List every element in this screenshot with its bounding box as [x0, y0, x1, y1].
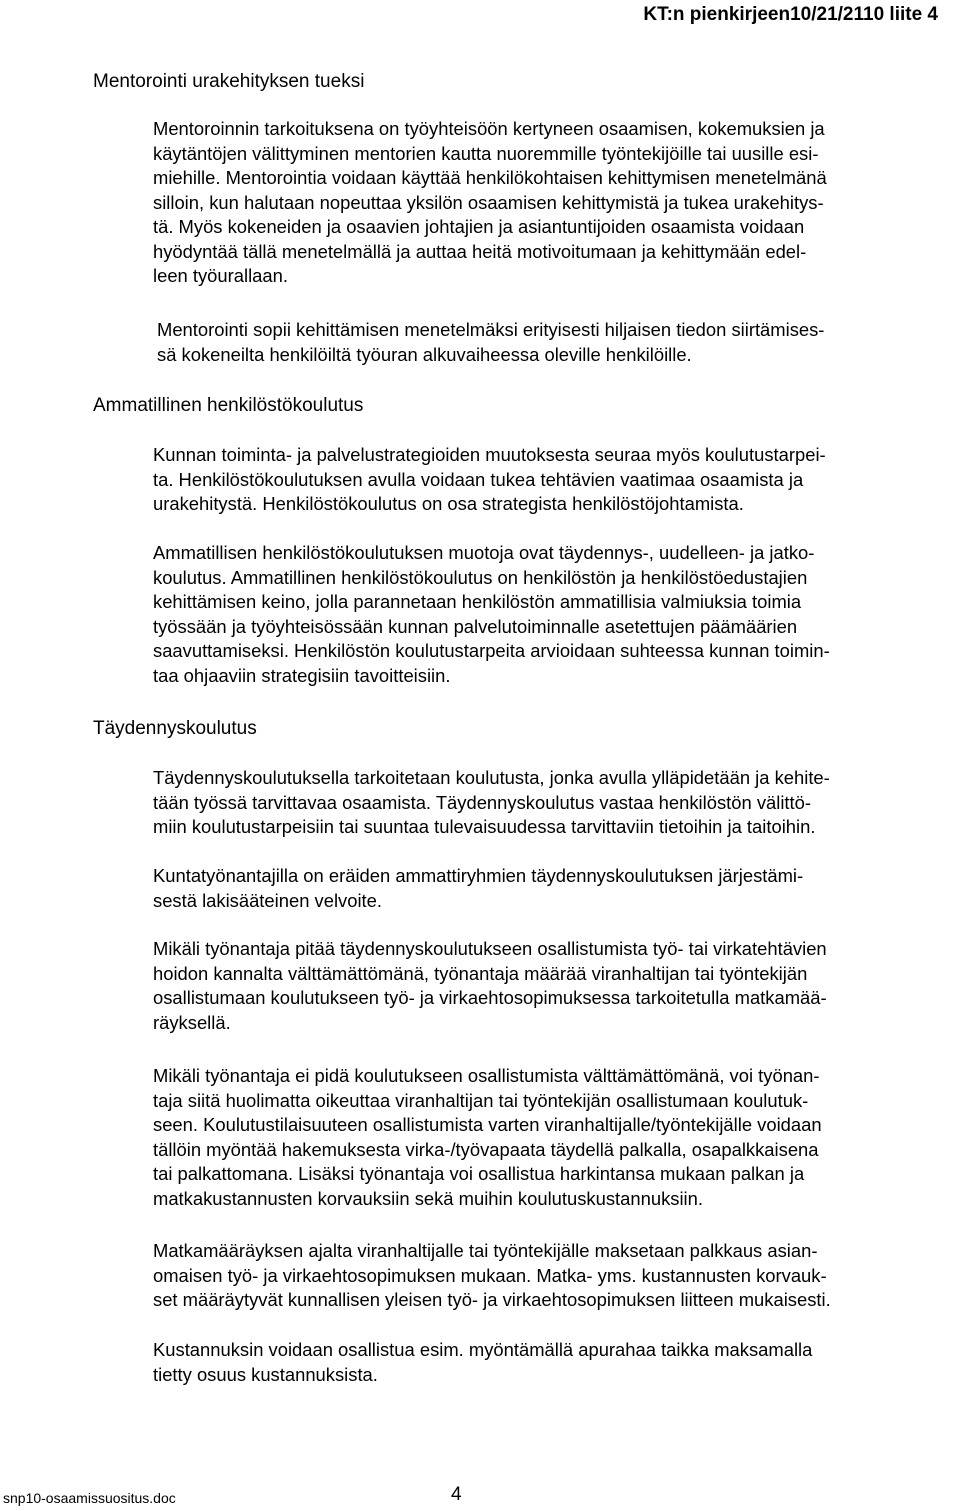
section-heading-taydennyskoulutus: Täydennyskoulutus: [93, 718, 257, 739]
paragraph: [153, 443, 960, 517]
paragraph: [157, 318, 960, 367]
paragraph-line: sä kokeneilta henkilöiltä työuran alkuvaiheessa oleville henkilöille.: [157, 343, 692, 365]
paragraph-line: miin koulutustarpeisiin tai suuntaa tulevaisuudessa tarvittaviin tietoihin ja taitoihin.: [153, 816, 816, 837]
paragraph-line: työssään ja työyhteisössään kunnan palvelutoiminnalle asetettujen päämäärien: [153, 615, 798, 637]
paragraph: [153, 1239, 960, 1313]
paragraph-line: Kunnan toiminta- ja palvelustrategioiden muutoksesta seuraa myös koulutustarpei-: [153, 444, 826, 465]
footer-filename: snp10-osaamissuositus.doc: [3, 1490, 176, 1506]
paragraph-line: urakehitystä. Henkilöstökoulutus on osa strategista henkilöstöjohtamista.: [153, 493, 744, 514]
paragraph-line: taja siitä huolimatta oikeuttaa viranhaltijan tai työntekijän osallistumaan koulutuk-: [153, 1089, 809, 1111]
section-heading-ammatillinen: Ammatillinen henkilöstökoulutus: [93, 395, 364, 416]
paragraph-line: tietty osuus kustannuksista.: [153, 1363, 378, 1385]
paragraph-line: räyksellä.: [153, 1011, 231, 1033]
paragraph-line: set määräytyvät kunnallisen yleisen työ- ja virkaehtosopimuksen liitteen mukaisesti.: [153, 1289, 831, 1310]
paragraph-line: käytäntöjen välittyminen mentorien kautta nuoremmille työntekijöille tai uusille esi-: [153, 142, 819, 164]
paragraph-line: miehille. Mentorointia voidaan käyttää henkilökohtaisen kehittymisen menetelmänä: [153, 167, 827, 188]
paragraph-line: osallistumaan koulutukseen työ- ja virkaehtosopimuksessa tarkoitetulla matkamää-: [153, 987, 827, 1008]
paragraph-line: Täydennyskoulutuksella tarkoitetaan koulutusta, jonka avulla ylläpidetään ja kehite-: [153, 767, 830, 788]
paragraph-line: ta. Henkilöstökoulutuksen avulla voidaan tukea tehtävien vaatimaa osaamista ja: [153, 468, 804, 490]
paragraph: [153, 1338, 960, 1387]
paragraph-line: saavuttamiseksi. Henkilöstön koulutustarpeita arvioidaan suhteessa kunnan toimin-: [153, 640, 830, 661]
paragraph-line: tä. Myös kokeneiden ja osaavien johtajien ja asiantuntijoiden osaamista voidaan: [153, 216, 805, 237]
paragraph-line: Mikäli työnantaja ei pidä koulutukseen osallistumista välttämättömänä, voi työnan-: [153, 1065, 820, 1086]
paragraph-line: Kuntatyönantajilla on eräiden ammattiryhmien täydennyskoulutuksen järjestämi-: [153, 865, 804, 886]
paragraph: [153, 1064, 960, 1211]
document-header: KT:n pienkirjeen10/21/2110 liite 4: [643, 4, 938, 25]
paragraph-line: tään työssä tarvittavaa osaamista. Täydennyskoulutus vastaa henkilöstön välittö-: [153, 791, 811, 813]
paragraph-line: koulutus. Ammatillinen henkilöstökoulutus on henkilöstön ja henkilöstöedustajien: [153, 566, 808, 588]
footer-page-number: 4: [451, 1484, 462, 1505]
paragraph-line: leen työurallaan.: [153, 265, 288, 286]
paragraph-line: Matkamääräyksen ajalta viranhaltijalle tai työntekijälle maksetaan palkkaus asian-: [153, 1240, 818, 1261]
paragraph-line: matkakustannusten korvauksiin sekä muihin koulutuskustannuksiin.: [153, 1187, 703, 1209]
paragraph-line: tai palkattomana. Lisäksi työnantaja voi osallistua harkintansa mukaan palkan ja: [153, 1163, 805, 1184]
paragraph-line: kehittämisen keino, jolla parannetaan henkilöstön ammatillisia valmiuksia toimia: [153, 591, 802, 612]
paragraph: [153, 766, 960, 840]
paragraph-line: sestä lakisääteinen velvoite.: [153, 889, 382, 911]
paragraph-line: tällöin myöntää hakemuksesta virka-/työvapaata täydellä palkalla, osapalkkaisena: [153, 1138, 819, 1160]
paragraph: [153, 937, 960, 1035]
paragraph-line: taa ohjaaviin strategisiin tavoitteisiin.: [153, 664, 451, 686]
paragraph-line: omaisen työ- ja virkaehtosopimuksen mukaan. Matka- yms. kustannusten korvauk-: [153, 1264, 827, 1286]
paragraph-line: hoidon kannalta välttämättömänä, työnantaja määrää viranhaltijan tai työntekijän: [153, 962, 808, 984]
paragraph: [153, 117, 960, 289]
paragraph-line: Ammatillisen henkilöstökoulutuksen muotoja ovat täydennys-, uudelleen- ja jatko-: [153, 542, 815, 563]
paragraph-line: seen. Koulutustilaisuuteen osallistumista varten viranhaltijalle/työntekijälle voidaan: [153, 1114, 822, 1135]
paragraph-line: Mentorointi sopii kehittämisen menetelmäksi erityisesti hiljaisen tiedon siirtämises-: [157, 319, 825, 340]
paragraph-line: Mikäli työnantaja pitää täydennyskoulutukseen osallistumista työ- tai virkatehtävien: [153, 938, 827, 959]
paragraph: [153, 864, 960, 913]
paragraph-line: Kustannuksin voidaan osallistua esim. myöntämällä apurahaa taikka maksamalla: [153, 1339, 813, 1360]
paragraph-line: Mentoroinnin tarkoituksena on työyhteisöön kertyneen osaamisen, kokemuksien ja: [153, 118, 825, 139]
section-heading-mentorointi: Mentorointi urakehityksen tueksi: [93, 71, 365, 92]
paragraph-line: silloin, kun halutaan nopeuttaa yksilön osaamisen kehittymistä ja tukea urakehitys-: [153, 191, 824, 213]
paragraph: [153, 541, 960, 688]
paragraph-line: hyödyntää tällä menetelmällä ja auttaa heitä motivoitumaan ja kehittymään edel-: [153, 240, 807, 262]
